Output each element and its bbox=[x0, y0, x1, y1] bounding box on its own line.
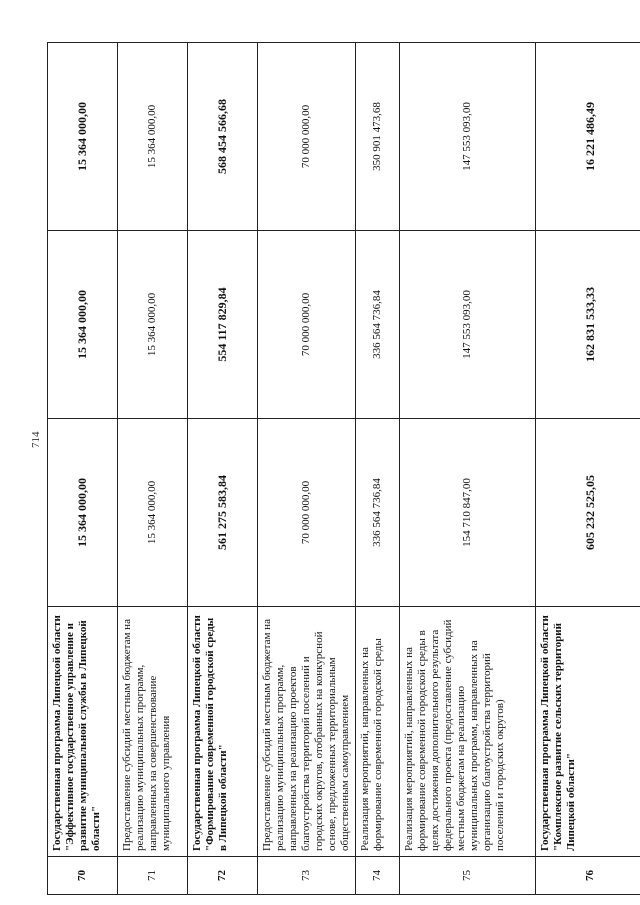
row-value-1: 336 564 736,84 bbox=[355, 419, 399, 607]
row-value-2: 336 564 736,84 bbox=[355, 231, 399, 419]
row-value-1: 605 232 525,05 bbox=[535, 419, 640, 607]
row-name: Предоставление субсидий местным бюджетам на реализацию муниципальных программ, направленных на совершенствование муниципального управления bbox=[118, 607, 188, 857]
row-value-2: 554 117 829,84 bbox=[188, 231, 258, 419]
row-value-1: 561 275 583,84 bbox=[188, 419, 258, 607]
row-name: Государственная программа Липецкой области "Эффективное государственное управление и развитие муниципальной службы в Липецкой области" bbox=[48, 607, 118, 857]
table-row bbox=[355, 43, 399, 895]
row-value-2: 15 364 000,00 bbox=[118, 231, 188, 419]
row-name: Реализация мероприятий, направленных на формирование современной городской среды bbox=[355, 607, 399, 857]
row-value-3: 15 364 000,00 bbox=[48, 43, 118, 231]
table-row bbox=[535, 43, 640, 895]
table-row bbox=[258, 43, 356, 895]
row-value-1: 154 710 847,00 bbox=[399, 419, 535, 607]
row-number: 72 bbox=[188, 857, 258, 895]
budget-table-sheet bbox=[47, 45, 639, 895]
row-name: Государственная программа Липецкой области "Формирование современной городской среды в Липецкой области" bbox=[188, 607, 258, 857]
row-value-3: 350 901 473,68 bbox=[355, 43, 399, 231]
table-row bbox=[399, 43, 535, 895]
row-value-3: 147 553 093,00 bbox=[399, 43, 535, 231]
row-number: 76 bbox=[535, 857, 640, 895]
row-value-2: 70 000 000,00 bbox=[258, 231, 356, 419]
table-row bbox=[188, 43, 258, 895]
row-value-2: 162 831 533,33 bbox=[535, 231, 640, 419]
row-number: 74 bbox=[355, 857, 399, 895]
row-value-1: 15 364 000,00 bbox=[48, 419, 118, 607]
row-value-1: 70 000 000,00 bbox=[258, 419, 356, 607]
row-value-3: 16 221 486,49 bbox=[535, 43, 640, 231]
row-value-3: 15 364 000,00 bbox=[118, 43, 188, 231]
table-row bbox=[48, 43, 118, 895]
row-number: 71 bbox=[118, 857, 188, 895]
row-name: Государственная программа Липецкой области "Комплексное развитие сельских территорий Липецкой области" bbox=[535, 607, 640, 857]
row-name: Предоставление субсидий местным бюджетам на реализацию муниципальных программ, направленных на реализацию проектов благоустройства территорий поселений и городских округов, отобранных на конкурсной основе, предложенных территориальным общественным самоуправлением bbox=[258, 607, 356, 857]
page-number: 714 bbox=[30, 431, 42, 448]
row-number: 73 bbox=[258, 857, 356, 895]
row-value-1: 15 364 000,00 bbox=[118, 419, 188, 607]
row-value-3: 70 000 000,00 bbox=[258, 43, 356, 231]
row-number: 75 bbox=[399, 857, 535, 895]
table-row bbox=[118, 43, 188, 895]
row-name: Реализация мероприятий, направленных на формирование современной городской среды в целях достижения дополнительного результата федерального проекта (предоставление субсидий местным бюджетам на реализацию муниципальных программ, направленных на организацию благоустройства территорий поселений и городских округов) bbox=[399, 607, 535, 857]
budget-table bbox=[47, 42, 640, 895]
row-value-2: 15 364 000,00 bbox=[48, 231, 118, 419]
row-value-3: 568 454 566,68 bbox=[188, 43, 258, 231]
row-value-2: 147 553 093,00 bbox=[399, 231, 535, 419]
row-number: 70 bbox=[48, 857, 118, 895]
